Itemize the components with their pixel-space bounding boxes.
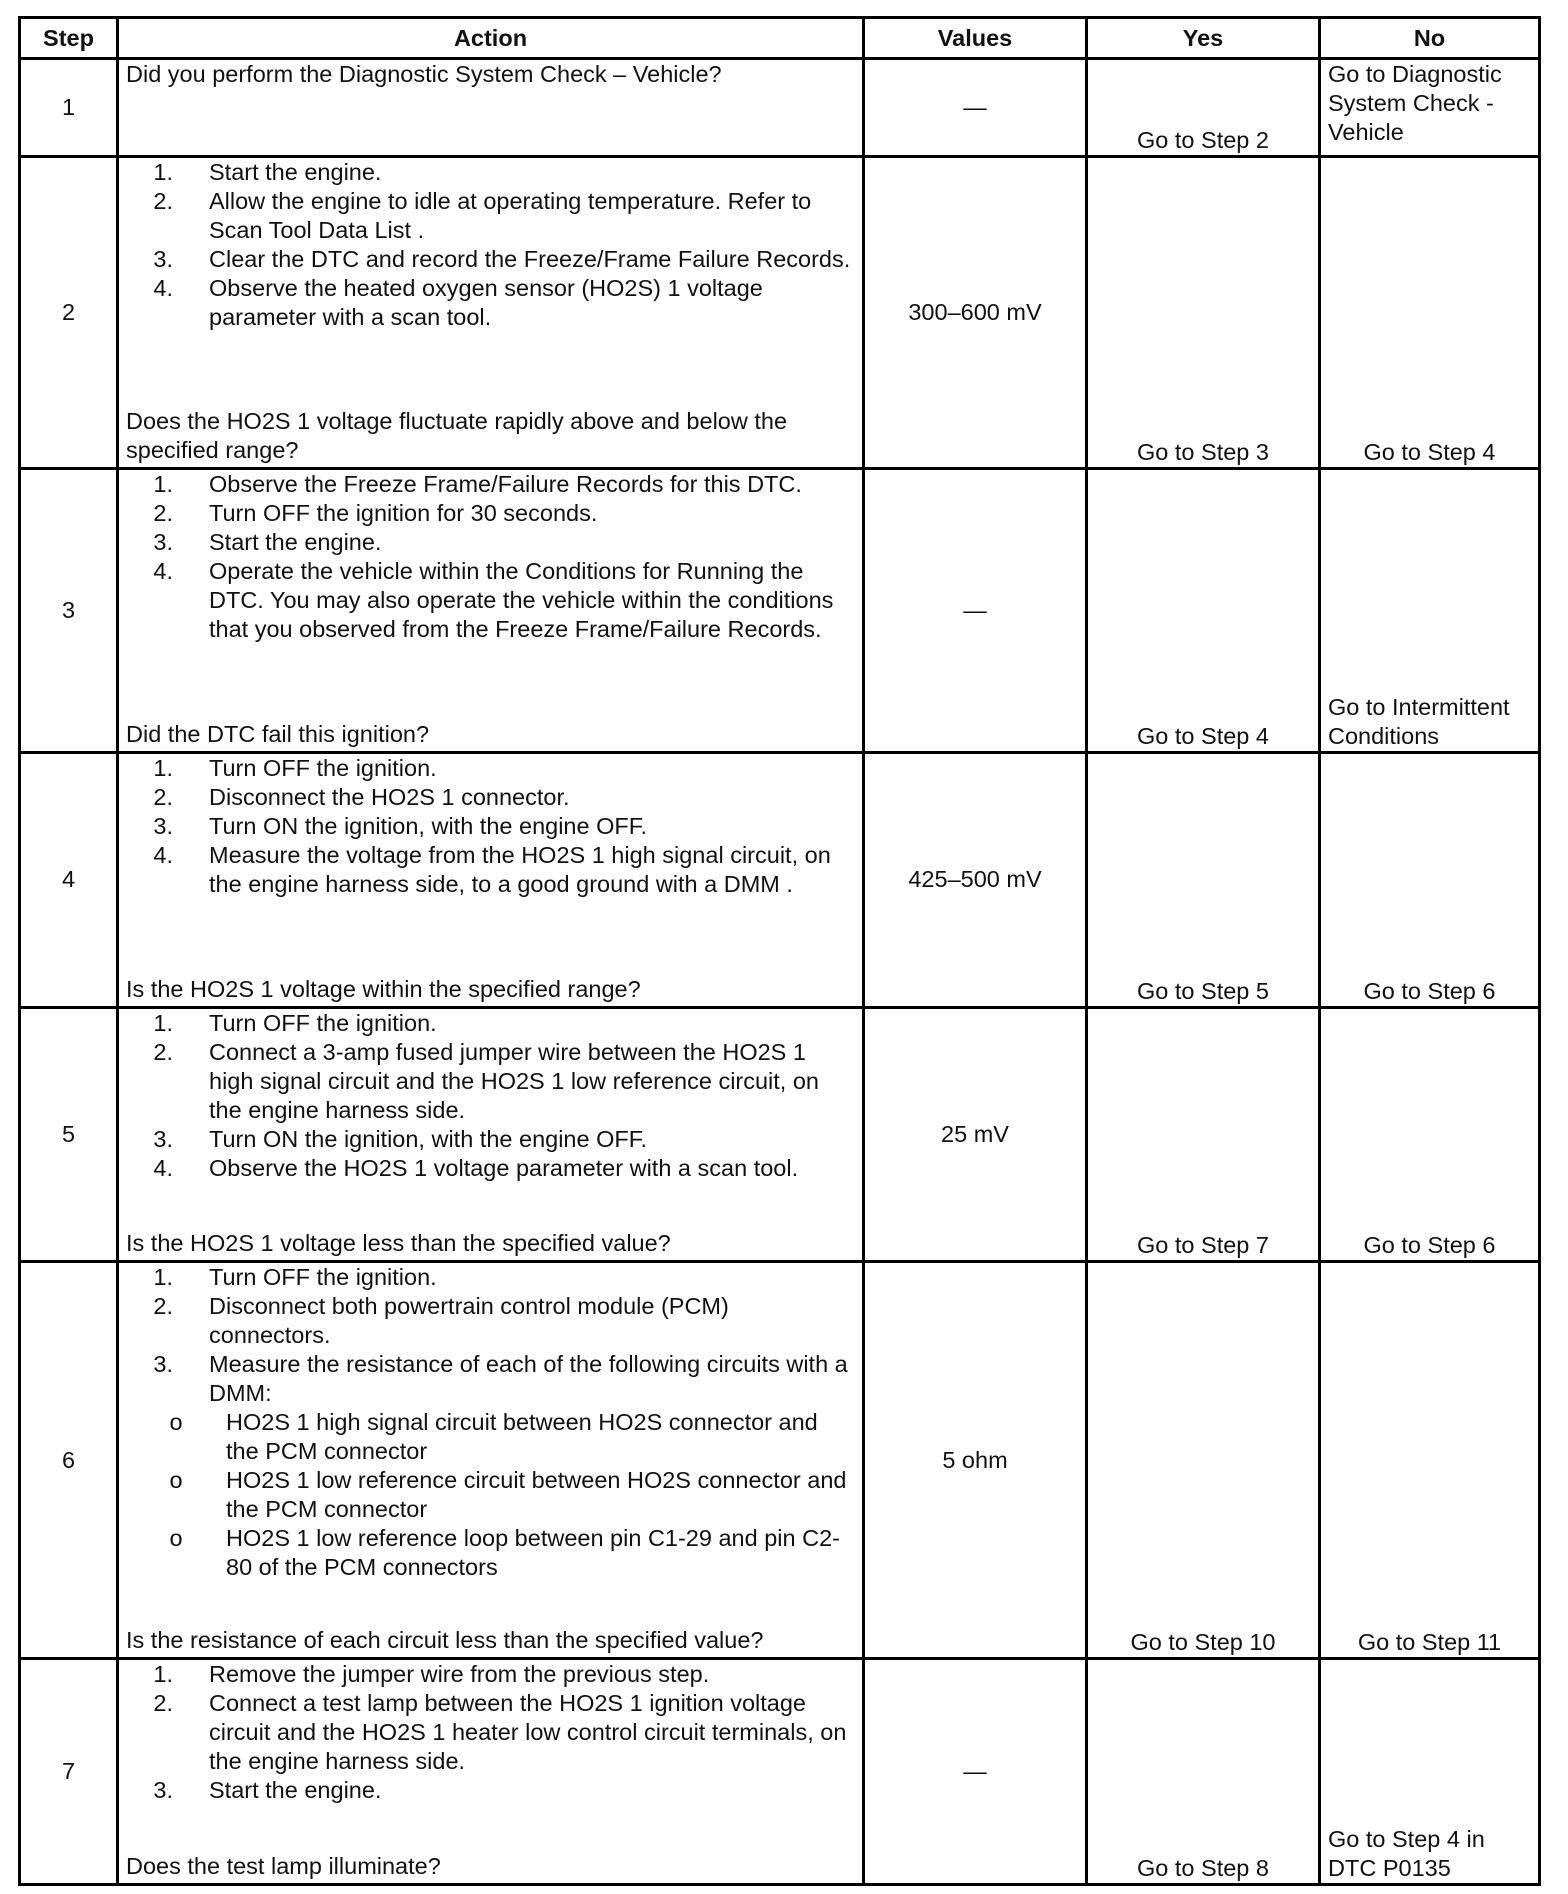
list-item: 1. Turn OFF the ignition. <box>153 1009 437 1036</box>
list-item: o HO2S 1 low reference circuit between HO2S connector and the PCM connector <box>169 1467 847 1523</box>
table-row <box>20 1659 1540 1885</box>
question-text: Is the HO2S 1 voltage within the specified range? <box>126 975 641 1002</box>
list-item: 3. Turn ON the ignition, with the engine OFF. <box>153 812 648 839</box>
header-values: Values <box>864 18 1087 59</box>
value-cell: 25 mV <box>864 1007 1087 1262</box>
value-cell: — <box>864 59 1087 157</box>
question-text: Did the DTC fail this ignition? <box>126 720 430 747</box>
question-text: Did you perform the Diagnostic System Check – Vehicle? <box>126 61 722 87</box>
step-number: 4 <box>20 752 118 1007</box>
list-item: 4. Operate the vehicle within the Conditions for Running the DTC. You may also operate the vehicle within the conditions that you observed from the Freeze Frame/Failure Records. <box>153 558 834 643</box>
value-cell: — <box>864 1659 1087 1885</box>
value-cell: 5 ohm <box>864 1262 1087 1659</box>
step-number: 3 <box>20 469 118 753</box>
table-row <box>20 1262 1540 1659</box>
list-item: 3. Measure the resistance of each of the following circuits with a DMM: <box>153 1351 848 1407</box>
question-text: Does the HO2S 1 voltage fluctuate rapidly above and below the specified range? <box>126 408 788 464</box>
value-cell: — <box>864 469 1087 753</box>
list-item: 4. Observe the heated oxygen sensor (HO2S) 1 voltage parameter with a scan tool. <box>153 275 763 331</box>
yes-cell: Go to Step 3 <box>1087 157 1320 469</box>
list-item: 1. Turn OFF the ignition. <box>153 754 437 781</box>
table-row <box>20 752 1540 1007</box>
value-cell: 300–600 mV <box>864 157 1087 469</box>
table-row <box>20 157 1540 469</box>
action-cell <box>118 752 864 1007</box>
step-number: 2 <box>20 157 118 469</box>
table-row <box>20 59 1540 157</box>
list-item: o HO2S 1 low reference loop between pin C1-29 and pin C2- 80 of the PCM connectors <box>169 1525 840 1581</box>
list-item: 2. Connect a 3-amp fused jumper wire between the HO2S 1 high signal circuit and the HO2S 1 low reference circuit, on the engine harness side. <box>153 1038 820 1123</box>
substep-list <box>126 470 855 644</box>
no-cell: Go to Intermittent Conditions <box>1320 469 1540 753</box>
action-cell <box>118 1007 864 1262</box>
yes-cell: Go to Step 2 <box>1087 59 1320 157</box>
list-item: 3. Clear the DTC and record the Freeze/Frame Failure Records. <box>153 246 851 273</box>
header-yes: Yes <box>1087 18 1320 59</box>
list-item: 3. Turn ON the ignition, with the engine OFF. <box>153 1125 648 1152</box>
step-number: 6 <box>20 1262 118 1659</box>
list-item: 2. Allow the engine to idle at operating temperature. Refer to Scan Tool Data List . <box>153 188 812 244</box>
list-item: 1. Turn OFF the ignition. <box>153 1264 437 1291</box>
action-cell <box>118 1262 864 1659</box>
yes-cell: Go to Step 8 <box>1087 1659 1320 1885</box>
question-text: Is the resistance of each circuit less than the specified value? <box>126 1627 764 1654</box>
step-number: 1 <box>20 59 118 157</box>
header-action: Action <box>118 18 864 59</box>
list-item: 1. Remove the jumper wire from the previous step. <box>153 1661 710 1688</box>
question-text: Does the test lamp illuminate? <box>126 1853 441 1879</box>
list-item: 1. Start the engine. <box>153 159 382 186</box>
header-step: Step <box>20 18 118 59</box>
yes-cell: Go to Step 7 <box>1087 1007 1320 1262</box>
substep-list <box>126 754 855 899</box>
diagnostic-table <box>18 16 1541 1886</box>
yes-cell: Go to Step 5 <box>1087 752 1320 1007</box>
yes-cell: Go to Step 4 <box>1087 469 1320 753</box>
substep-list <box>126 1263 855 1408</box>
no-cell: Go to Step 4 <box>1320 157 1540 469</box>
action-cell <box>118 469 864 753</box>
no-cell: Go to Step 6 <box>1320 1007 1540 1262</box>
list-item: 4. Observe the HO2S 1 voltage parameter with a scan tool. <box>153 1154 799 1181</box>
list-item: 4. Measure the voltage from the HO2S 1 high signal circuit, on the engine harness side, to a good ground with a DMM . <box>153 841 831 897</box>
action-cell <box>118 59 864 157</box>
no-cell: Go to Step 11 <box>1320 1262 1540 1659</box>
list-item: 1. Observe the Freeze Frame/Failure Records for this DTC. <box>153 471 802 498</box>
list-item: o HO2S 1 high signal circuit between HO2S connector and the PCM connector <box>169 1409 818 1465</box>
table-row <box>20 1007 1540 1262</box>
substep-list <box>126 158 855 332</box>
header-no: No <box>1320 18 1540 59</box>
value-cell: 425–500 mV <box>864 752 1087 1007</box>
list-item: 2. Disconnect the HO2S 1 connector. <box>153 783 570 810</box>
yes-cell: Go to Step 10 <box>1087 1262 1320 1659</box>
substep-list <box>126 1660 855 1805</box>
table-row <box>20 469 1540 753</box>
substep-list <box>126 1009 855 1183</box>
step-number: 5 <box>20 1007 118 1262</box>
action-cell <box>118 1659 864 1885</box>
no-cell: Go to Step 6 <box>1320 752 1540 1007</box>
list-item: 2. Turn OFF the ignition for 30 seconds. <box>153 500 598 527</box>
header-row <box>20 18 1540 59</box>
list-item: 2. Disconnect both powertrain control module (PCM) connectors. <box>153 1293 729 1349</box>
list-item: 3. Start the engine. <box>153 529 382 556</box>
list-item: 2. Connect a test lamp between the HO2S 1 ignition voltage circuit and the HO2S 1 heater low control circuit terminals, on the engine harness side. <box>153 1690 847 1775</box>
list-item: 3. Start the engine. <box>153 1777 382 1804</box>
bullet-list <box>126 1408 855 1582</box>
no-cell: Go to Step 4 in DTC P0135 <box>1320 1659 1540 1885</box>
no-cell: Go to Diagnostic System Check - Vehicle <box>1320 59 1540 157</box>
step-number: 7 <box>20 1659 118 1885</box>
action-cell <box>118 157 864 469</box>
question-text: Is the HO2S 1 voltage less than the specified value? <box>126 1230 671 1257</box>
